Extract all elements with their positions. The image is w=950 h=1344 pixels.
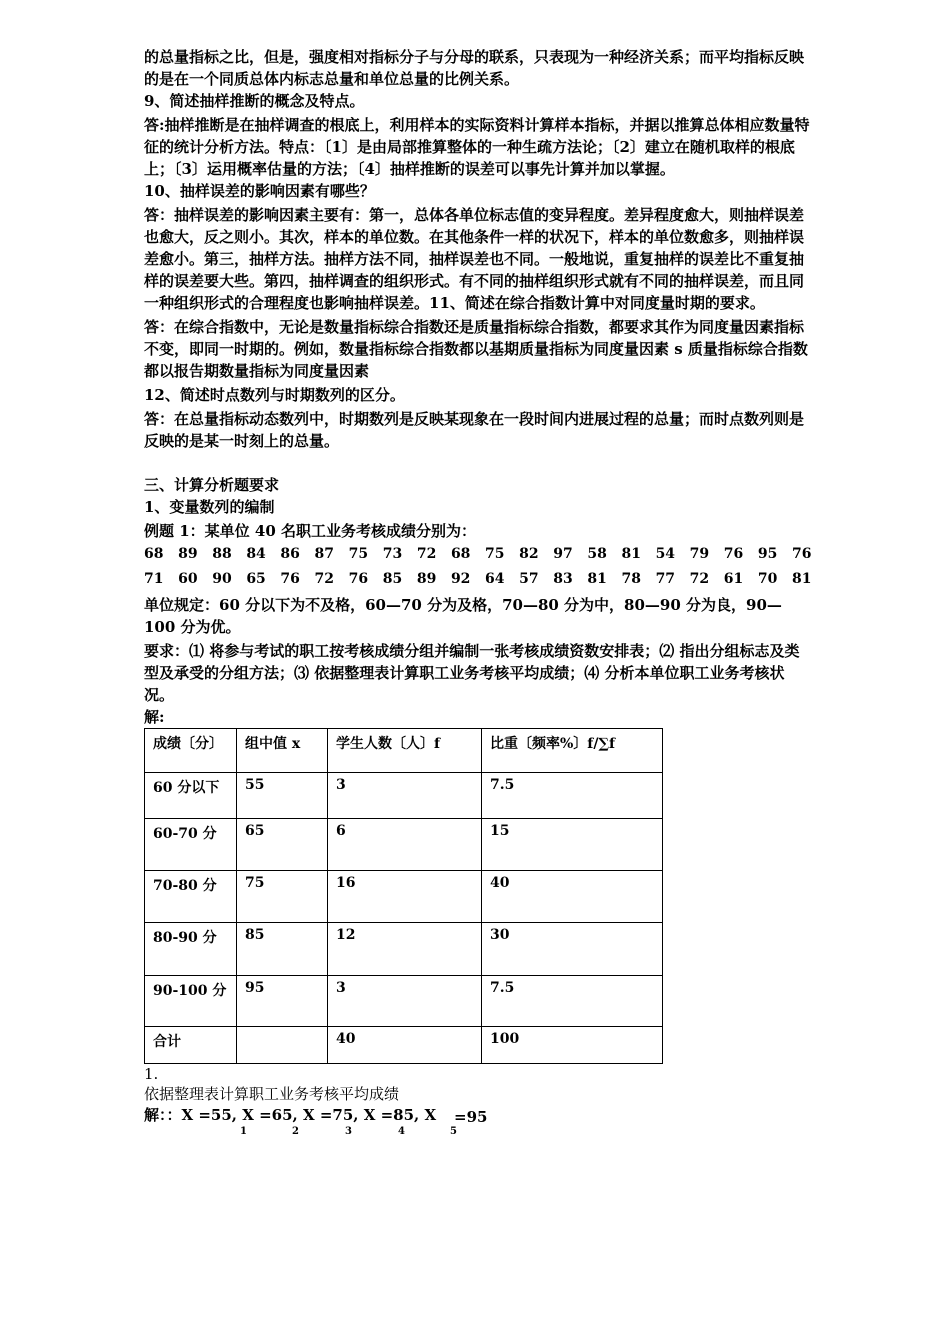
answer-11: 答：在综合指数中，无论是数量指标综合指数还是质量指标综合指数，都要求其作为同度量因素指标不变，即同一时期的。例如，数量指标综合指数都以基期质量指标为同度量因素 s 质量指标综合指数都以报告期数量指标为同度量因素 <box>144 318 808 380</box>
table-cell: 40 <box>328 1027 482 1064</box>
subscript-4: 4 <box>398 1126 405 1137</box>
table-cell: 90-100 分 <box>145 976 237 1027</box>
table-cell: 3 <box>328 773 482 819</box>
table-cell: 85 <box>237 923 328 976</box>
subsection-1-title: 1、变量数列的编制 <box>144 498 275 516</box>
section-3-title: 三、计算分析题要求 <box>144 476 280 494</box>
table-cell: 7.5 <box>482 976 663 1027</box>
table-cell: 12 <box>328 923 482 976</box>
table-cell: 55 <box>237 773 328 819</box>
grading-rule: 单位规定：60 分以下为不及格，60—70 分为及格，70—80 分为中，80—90 分为良，90—100 分为优。 <box>144 596 782 636</box>
table-header-row <box>145 729 663 773</box>
table-row <box>145 819 663 871</box>
table-row <box>145 773 663 819</box>
question-10: 10、抽样误差的影响因素有哪些？ <box>144 182 375 200</box>
table-row <box>145 871 663 923</box>
table-total-row <box>145 1027 663 1064</box>
table-cell: 65 <box>237 819 328 871</box>
list-number: 1. <box>144 1065 159 1083</box>
solution-label: 解: <box>144 708 165 726</box>
table-row <box>145 923 663 976</box>
table-header-cell: 学生人数〔人〕f <box>328 729 482 773</box>
table-header-cell: 组中值 x <box>237 729 328 773</box>
requirement: 要求：⑴ 将参与考试的职工按考核成绩分组并编制一张考核成绩资数安排表；⑵ 指出分组标志及类型及承受的分组方法；⑶ 依据整理表计算职工业务考核平均成绩；⑷ 分析本单位职工业务考核状况。 <box>144 642 800 704</box>
table-cell: 3 <box>328 976 482 1027</box>
table-cell: 6 <box>328 819 482 871</box>
table-cell: 7.5 <box>482 773 663 819</box>
paragraph-intro: 的总量指标之比，但是，强度相对指标分子与分母的联系，只表现为一种经济关系；而平均指标反映的是在一个同质总体内标志总量和单位总量的比例关系。 <box>144 48 805 88</box>
answer-10: 答：抽样误差的影响因素主要有：第一，总体各单位标志值的变异程度。差异程度愈大，则抽样误差也愈大，反之则小。其次，样本的单位数。在其他条件一样的状况下，样本的单位数愈多，则抽样误差愈小。第三，抽样方法。抽样方法不同，抽样误差也不同。一般地说，重复抽样的误差比不重复抽样的误差要大些。第四，抽样调查的组织形式。有不同的抽样组织形式就有不同的抽样误差，而且同一种组织形式的合理程度也影响抽样误差。11、简述在综合指数计算中对同度量时期的要求。 <box>144 206 805 312</box>
document-page <box>144 46 810 1144</box>
question-12: 12、简述时点数列与时期数列的区分。 <box>144 386 405 404</box>
answer-9: 答:抽样推断是在抽样调查的根底上，利用样本的实际资料计算样本指标，并据以推算总体相应数量特征的统计分析方法。特点：〔1〕是由局部推算整体的一种生疏方法论；〔2〕建立在随机取样的根底上；〔3〕运用概率估量的方法；〔4〕抽样推断的误差可以事先计算并加以掌握。 <box>144 116 810 178</box>
table-cell: 15 <box>482 819 663 871</box>
answer-12: 答：在总量指标动态数列中，时期数列是反映某现象在一段时间内进展过程的总量；而时点数列则是反映的是某一时刻上的总量。 <box>144 410 805 450</box>
example-title: 例题 1：某单位 40 名职工业务考核成绩分别为： <box>144 522 476 540</box>
subscript-1: 1 <box>240 1126 247 1137</box>
table-cell: 95 <box>237 976 328 1027</box>
table-cell: 80-90 分 <box>145 923 237 976</box>
table-cell: 70-80 分 <box>145 871 237 923</box>
table-cell: 合计 <box>145 1027 237 1064</box>
table-cell: 40 <box>482 871 663 923</box>
scores-row-2: 71 60 90 65 76 72 76 85 89 92 64 57 83 81 78 77 72 61 70 81 <box>144 571 812 587</box>
table-cell: 60 分以下 <box>145 773 237 819</box>
table-header-cell: 比重〔频率%〕f/∑f <box>482 729 663 773</box>
average-score-heading: 依据整理表计算职工业务考核平均成绩 <box>144 1085 400 1103</box>
table-cell: 100 <box>482 1027 663 1064</box>
formula <box>144 1104 810 1144</box>
scores-row-1: 68 89 88 84 86 87 75 73 72 68 75 82 97 58 81 54 79 76 95 76 <box>144 546 812 562</box>
question-9: 9、简述抽样推断的概念及特点。 <box>144 92 365 110</box>
subscript-2: 2 <box>292 1126 299 1137</box>
table-cell: 16 <box>328 871 482 923</box>
score-table <box>144 728 663 1064</box>
table-cell: 30 <box>482 923 663 976</box>
formula-last-value: =95 <box>454 1108 488 1126</box>
table-row <box>145 976 663 1027</box>
table-cell <box>237 1027 328 1064</box>
subscript-5: 5 <box>450 1126 457 1137</box>
subscript-3: 3 <box>345 1126 352 1137</box>
formula-main: 解：：X =55, X =65, X =75, X =85, X <box>144 1106 437 1124</box>
table-cell: 75 <box>237 871 328 923</box>
table-cell: 60-70 分 <box>145 819 237 871</box>
table-header-cell: 成绩〔分〕 <box>145 729 237 773</box>
